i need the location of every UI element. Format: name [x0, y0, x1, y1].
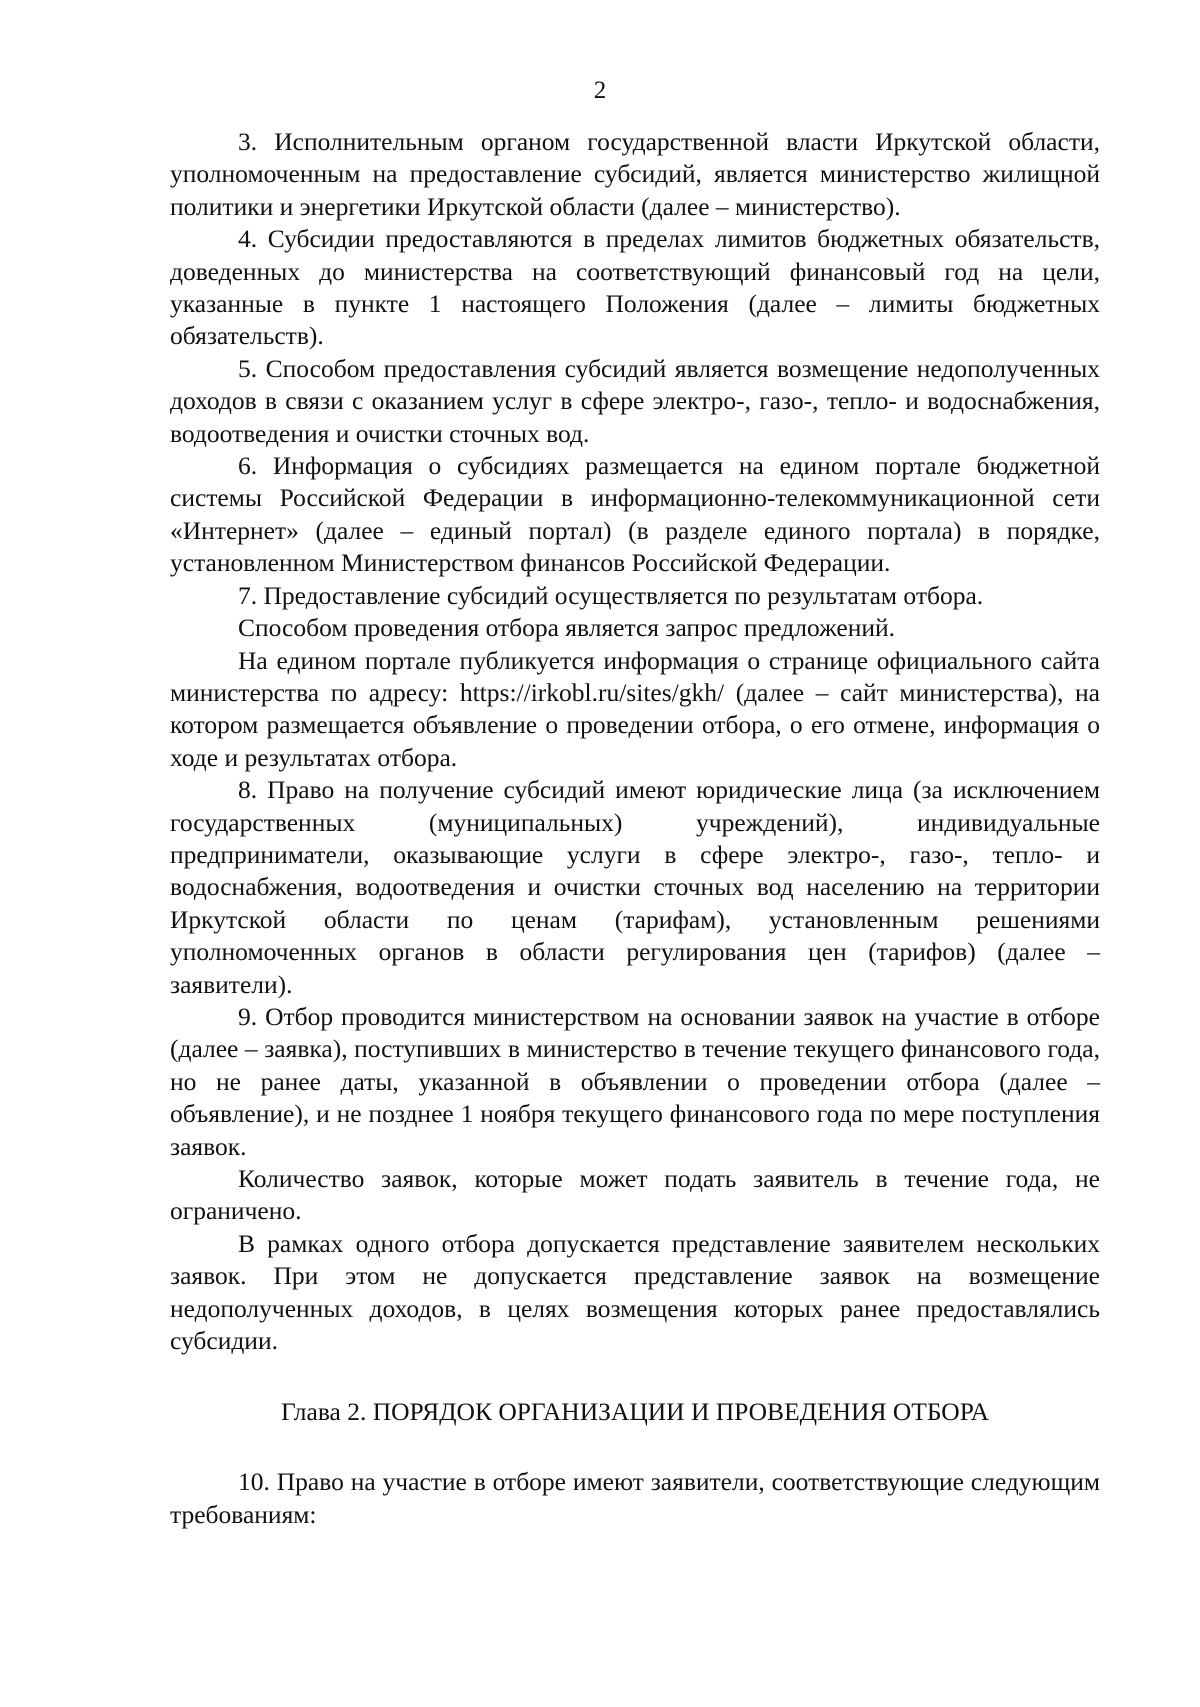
paragraph-8: 8. Право на получение субсидий имеют юридические лица (за исключением государственных (муниципальных) учреждений), индивидуальные предприниматели, оказывающие услуги в сфере электро-, газо-, тепло- и водоснабжения, водоотведения и очистки сточных вод населению на территории Иркутской области по ценам (тарифам), установленным решениями уполномоченных органов в области регулирования цен (тарифов) (далее – заявители).	[170, 775, 1100, 999]
chapter-heading: Глава 2. ПОРЯДОК ОРГАНИЗАЦИИ И ПРОВЕДЕНИЯ ОТБОРА	[280, 1397, 990, 1427]
paragraph-7-portal: На едином портале публикуется информация о странице официального сайта министерства по адресу: https://irkobl.ru/sites/gkh/ (далее – сайт министерства), на котором размещается объявление о проведении отбора, о его отмене, информация о ходе и результатах отбора.	[170, 645, 1100, 772]
paragraph-9-multiple: В рамках одного отбора допускается представление заявителем нескольких заявок. При этом не допускается представление заявок на возмещение недополученных доходов, в целях возмещения которых ранее предоставлялись субсидии.	[170, 1228, 1100, 1356]
paragraph-3: 3. Исполнительным органом государственной власти Иркутской области, уполномоченным на предоставление субсидий, является министерство жилищной политики и энергетики Иркутской области (далее – министерство).	[170, 127, 1100, 221]
paragraph-9: 9. Отбор проводится министерством на основании заявок на участие в отборе (далее – заявка), поступивших в министерство в течение текущего финансового года, но не ранее даты, указанной в объявлении о проведении отбора (далее – объявление), и не позднее 1 ноября текущего финансового года по мере поступления заявок.	[170, 1001, 1100, 1161]
paragraph-5: 5. Способом предоставления субсидий является возмещение недополученных доходов в связи с оказанием услуг в сфере электро-, газо-, тепло- и водоснабжения, водоотведения и очистки сточных вод.	[170, 353, 1100, 448]
paragraph-7: 7. Предоставление субсидий осуществляется по результатам отбора.	[238, 580, 984, 610]
paragraph-4: 4. Субсидии предоставляются в пределах лимитов бюджетных обязательств, доведенных до министерства на соответствующий финансовый год на цели, указанные в пункте 1 настоящего Положения (далее – лимиты бюджетных обязательств).	[170, 224, 1100, 351]
paragraph-10: 10. Право на участие в отборе имеют заявители, соответствующие следующим требованиям:	[170, 1467, 1100, 1529]
paragraph-9-count: Количество заявок, которые может подать заявитель в течение года, не ограничено.	[170, 1164, 1100, 1226]
document-body	[170, 126, 1100, 1531]
paragraph-7-method: Способом проведения отбора является запрос предложений.	[238, 613, 896, 643]
page-number: 2	[593, 77, 607, 104]
paragraph-6: 6. Информация о субсидиях размещается на едином портале бюджетной системы Российской Федерации в информационно-телекоммуникационной сети «Интернет» (далее – единый портал) (в разделе единого портала) в порядке, установленном Министерством финансов Российской Федерации.	[170, 451, 1100, 578]
